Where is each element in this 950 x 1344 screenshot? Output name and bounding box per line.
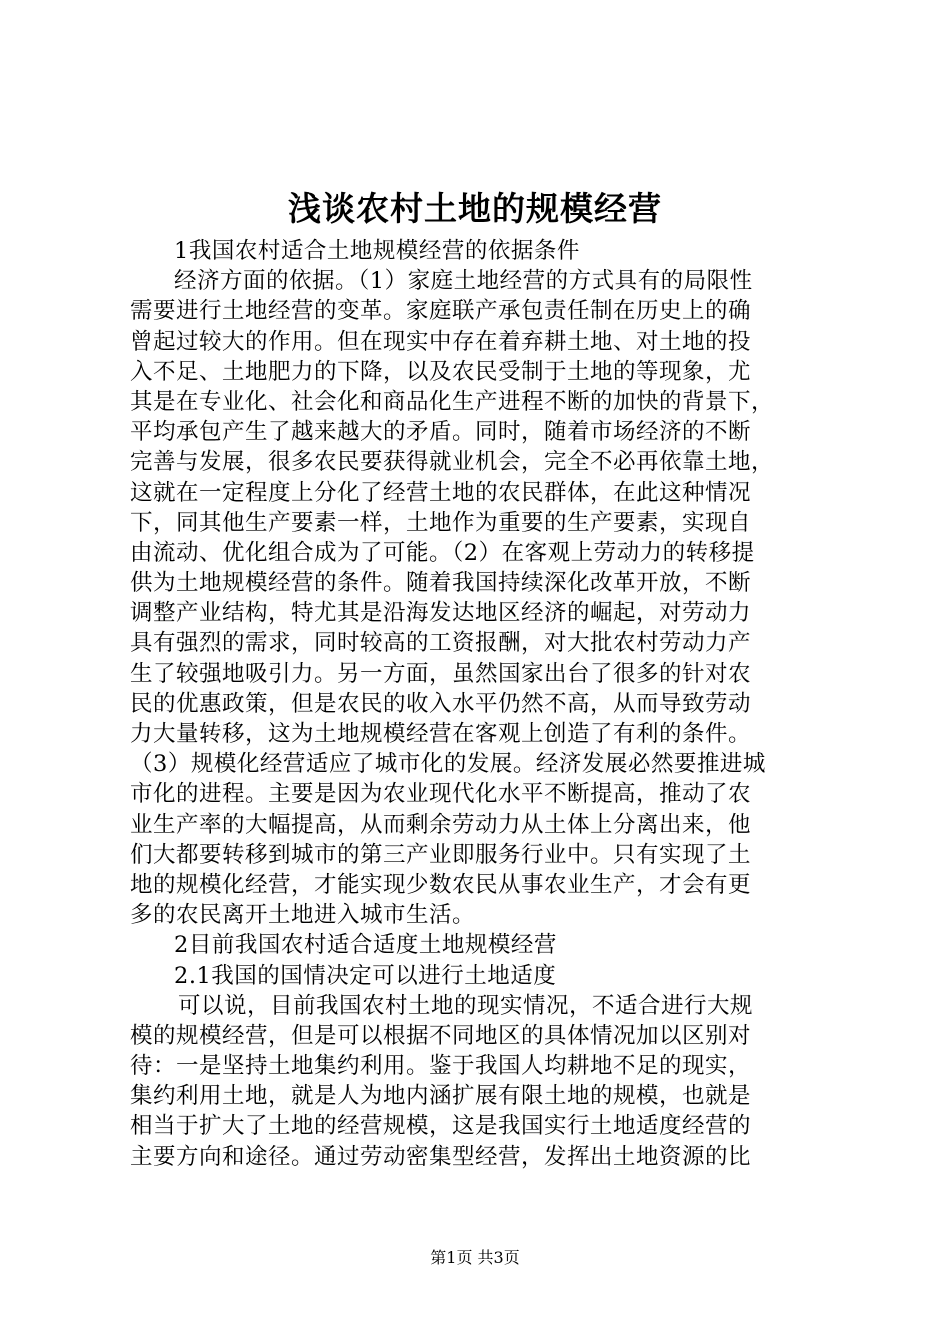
paragraph-line: 需要进行土地经营的变革。家庭联产承包责任制在历史上的确: [130, 298, 752, 325]
paragraph-line: 集约利用土地，就是人为地内涵扩展有限土地的规模，也就是: [130, 1083, 752, 1110]
paragraph-line: 力大量转移，这为土地规模经营在客观上创造了有利的条件。: [130, 721, 752, 747]
paragraph-line: 多的农民离开土地进入城市生活。: [130, 902, 476, 929]
paragraph-line: 们大都要转移到城市的第三产业即服务行业中。只有实现了土: [130, 841, 752, 868]
paragraph-line: 主要方向和途径。通过劳动密集型经营，发挥出土地资源的比: [130, 1143, 752, 1170]
paragraph-line: 下，同其他生产要素一样，土地作为重要的生产要素，实现自: [130, 509, 752, 536]
paragraph-line: 相当于扩大了土地的经营规模，这是我国实行土地适度经营的: [130, 1113, 752, 1140]
paragraph-line: 平均承包产生了越来越大的矛盾。同时，随着市场经济的不断: [130, 419, 752, 446]
paragraph-line: 其是在专业化、社会化和商品化生产进程不断的加快的背景下，: [130, 388, 775, 415]
paragraph-line: 业生产率的大幅提高，从而剩余劳动力从土体上分离出来，他: [130, 811, 752, 838]
paragraph-line: 供为土地规模经营的条件。随着我国持续深化改革开放，不断: [130, 570, 752, 597]
paragraph-line: 可以说，目前我国农村土地的现实情况，不适合进行大规: [178, 992, 754, 1019]
page-footer: 第1页 共3页: [430, 1248, 520, 1267]
paragraph-line: 完善与发展，很多农民要获得就业机会，完全不必再依靠土地，: [130, 449, 775, 476]
document-title: 浅谈农村土地的规模经营: [288, 189, 662, 228]
section-heading: 1我国农村适合土地规模经营的依据条件: [174, 238, 580, 264]
document-body: [130, 236, 830, 1172]
paragraph-line: （3）规模化经营适应了城市化的发展。经济发展必然要推进城: [130, 751, 766, 778]
paragraph-line: 民的优惠政策，但是农民的收入水平仍然不高，从而导致劳动: [130, 690, 752, 717]
paragraph-line: 入不足、土地肥力的下降，以及农民受制于土地的等现象，尤: [130, 358, 752, 385]
paragraph-line: 具有强烈的需求，同时较高的工资报酬，对大批农村劳动力产: [130, 630, 752, 657]
paragraph-line: 生了较强地吸引力。另一方面，虽然国家出台了很多的针对农: [130, 660, 752, 687]
paragraph-line: 模的规模经营，但是可以根据不同地区的具体情况加以区别对: [130, 1022, 752, 1049]
paragraph-line: 曾起过较大的作用。但在现实中存在着弃耕土地、对土地的投: [130, 328, 752, 355]
paragraph-line: 地的规模化经营，才能实现少数农民从事农业生产，才会有更: [130, 871, 752, 898]
paragraph-line: 经济方面的依据。（1）家庭土地经营的方式具有的局限性: [174, 268, 753, 295]
paragraph-line: 调整产业结构，特尤其是沿海发达地区经济的崛起，对劳动力: [130, 600, 752, 627]
section-heading: 2目前我国农村适合适度土地规模经营: [174, 932, 557, 959]
paragraph-line: 待：一是坚持土地集约利用。鉴于我国人均耕地不足的现实，: [130, 1053, 752, 1080]
paragraph-line: 市化的进程。主要是因为农业现代化水平不断提高，推动了农: [130, 781, 752, 808]
subsection-heading: 2.1我国的国情决定可以进行土地适度: [174, 962, 557, 989]
paragraph-line: 由流动、优化组合成为了可能。（2）在客观上劳动力的转移提: [130, 539, 755, 566]
paragraph-line: 这就在一定程度上分化了经营土地的农民群体，在此这种情况: [130, 479, 752, 506]
